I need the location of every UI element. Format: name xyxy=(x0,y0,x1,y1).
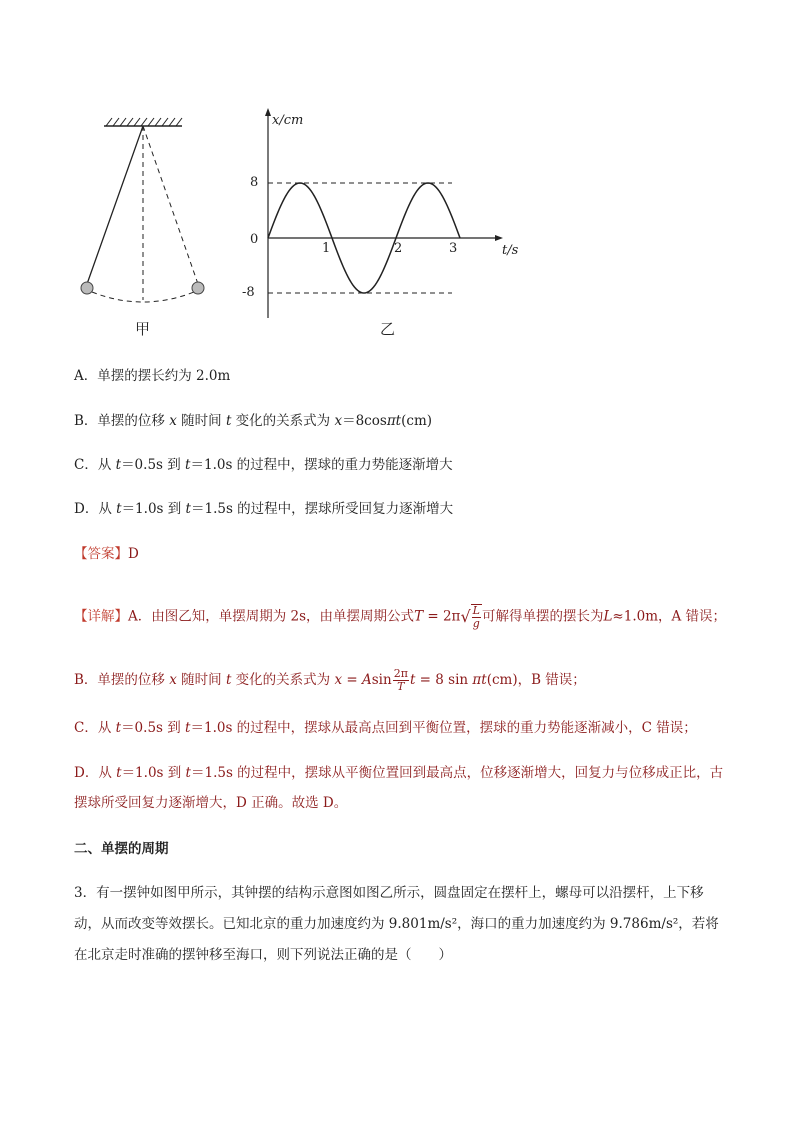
y-tick-8: 8 xyxy=(250,175,259,190)
x-tick-3: 3 xyxy=(449,241,458,256)
detail-a: 【详解】A．由图乙知，单摆周期为 2s，由单摆周期公式T = 2π √ $\frac{L}{g}$ 可解得单摆的摆长为L≈1.0m，A 错误； xyxy=(74,604,727,630)
y-axis-arrow xyxy=(265,108,271,116)
answer-bracket: 【答案】 xyxy=(74,546,128,562)
pendulum-string xyxy=(87,126,143,284)
y-tick-neg8: -8 xyxy=(242,285,255,300)
xt-graph xyxy=(242,108,519,338)
detail-bracket: 【详解】 xyxy=(74,608,128,625)
option-b: B．单摆的位移 x 随时间 t 变化的关系式为 x＝8cosπt(cm) xyxy=(74,413,433,429)
question3-line2: 动，从而改变等效摆长。已知北京的重力加速度约为 9.801m/s²，海口的重力加速度约为 9.786m/s²，若将 xyxy=(74,916,719,932)
x-axis-arrow xyxy=(495,235,503,241)
pendulum-bob-right xyxy=(192,282,204,294)
answer-line xyxy=(74,545,139,563)
x-tick-2: 2 xyxy=(394,241,403,256)
x-axis-label: t/s xyxy=(502,243,519,258)
option-c: C．从 t＝0.5s 到 t＝1.0s 的过程中，摆球的重力势能逐渐增大 xyxy=(74,457,453,473)
question3-line3: 在北京走时准确的摆钟移至海口，则下列说法正确的是（ ） xyxy=(74,947,452,963)
physics-figure xyxy=(0,0,794,345)
section-title: 二、单摆的周期 xyxy=(74,841,169,857)
y-tick-0: 0 xyxy=(250,232,259,247)
option-a: A．单摆的摆长约为 2.0m xyxy=(74,368,231,384)
pendulum-diagram xyxy=(81,118,204,338)
detail-d-line2: 摆球所受回复力逐渐增大，D 正确。故选 D。 xyxy=(74,795,348,811)
y-axis-label: x/cm xyxy=(272,113,304,128)
pendulum-label: 甲 xyxy=(135,320,151,338)
x-tick-1: 1 xyxy=(322,241,331,256)
pendulum-string-dashed-right xyxy=(143,126,198,284)
detail-d: D．从 t＝1.0s 到 t＝1.5s 的过程中，摆球从平衡位置回到最高点，位移逐渐增大，回复力与位移成正比，古 xyxy=(74,765,724,781)
option-d: D．从 t＝1.0s 到 t＝1.5s 的过程中，摆球所受回复力逐渐增大 xyxy=(74,501,454,517)
sqrt-l-over-g: √ $\frac{L}{g}$ xyxy=(460,604,480,630)
ceiling-hatch xyxy=(106,118,182,126)
answer-value: D xyxy=(128,546,139,562)
fraction-2pi-over-T: $\frac{2\pi}{T}$ xyxy=(393,667,408,693)
graph-label: 乙 xyxy=(380,320,396,338)
pendulum-bob-left xyxy=(81,282,93,294)
detail-b: B．单摆的位移 x 随时间 t 变化的关系式为 x = Asin $\frac{2\pi}{T}$ t = 8 sin πt(cm)，B 错误； xyxy=(74,667,586,693)
question3-line1: 3．有一摆钟如图甲所示，其钟摆的结构示意图如图乙所示，圆盘固定在摆杆上，螺母可以沿摆杆，上下移 xyxy=(74,885,704,901)
detail-c: C．从 t＝0.5s 到 t＝1.0s 的过程中，摆球从最高点回到平衡位置，摆球的重力势能逐渐减小，C 错误； xyxy=(74,720,697,736)
